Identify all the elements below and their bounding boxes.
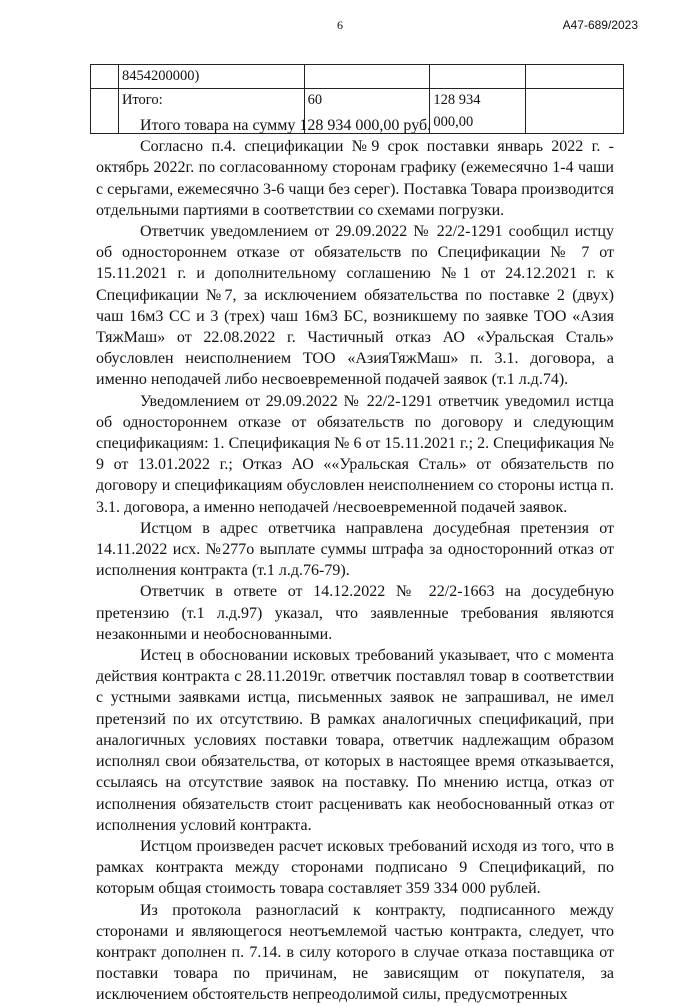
- paragraph: Истцом в адрес ответчика направлена досудебная претензия от 14.11.2022 исх. №277о выплате суммы штрафа за односторонний отказ от исполнения контракта (т.1 л.д.76-79).: [96, 519, 614, 580]
- table-cell: Итого:: [118, 89, 304, 134]
- paragraph: Из протокола разногласий к контракту, подписанного между сторонами и являющегося неотъемлемой частью контракта, следует, что контракт дополнен п. 7.14. в силу которого в случае отказа поставщика от поставки товара по причинам, не зависящим от покупателя, за исключением обстоятельств непреодолимой силы, предусмотренных: [96, 901, 614, 1004]
- table-cell: 128 934 000,00: [430, 89, 526, 134]
- table-cell: [430, 65, 526, 89]
- paragraph: Согласно п.4. спецификации №9 срок поставки январь 2022 г. - октябрь 2022г. по согласованному сторонам графику (ежемесячно 1-4 чаши с серьгами, ежемесячно 3-6 чащи без серег). Поставка Товара производится отдельными партиями в соответствии со схемами погрузки.: [96, 138, 614, 219]
- table-row: [91, 65, 624, 89]
- table-cell: 8454200000): [118, 65, 304, 89]
- paragraph: Уведомлением от 29.09.2022 № 22/2-1291 ответчик уведомил истца об одностороннем отказе от обязательств по договору и следующим спецификациям: 1. Спецификация № 6 от 15.11.2021 г.; 2. Спецификация № 9 от 13.01.2022 г.; Отказ АО ««Уральская Сталь» от обязательств по договору и спецификациям обусловлен неисполнением со стороны истца п. 3.1. договора, а именно неподачей /несвоевременной подачей заявок.: [96, 392, 614, 516]
- table-cell: [304, 65, 430, 89]
- paragraph: Истец в обосновании исковых требований указывает, что с момента действия контракта с 28.11.2019г. ответчик поставлял товар в соответствии с устными заявками истца, письменных заявок не запрашивал, не имел претензий по их отсутствию. В рамках аналогичных спецификаций, при аналогичных условиях поставки товара, ответчик надлежащим образом исполнял свои обязательства, от которых в настоящее время отказывается, ссылаясь на отсутствие заявок на поставку. По мнению истца, отказ от исполнения обязательств стоит расценивать как необоснованный отказ от исполнения условий контракта.: [96, 647, 614, 834]
- paragraph: Ответчик в ответе от 14.12.2022 № 22/2-1663 на досудебную претензию (т.1 л.д.97) указал, что заявленные требования являются незаконными и необоснованными.: [96, 583, 614, 643]
- table-cell: 60: [304, 89, 430, 134]
- document-body: [96, 115, 614, 1006]
- paragraph: Итого товара на сумму 128 934 000,00 руб.: [140, 117, 432, 134]
- paragraph: Истцом произведен расчет исковых требований исходя из того, что в рамках контракта между сторонами подписано 9 Спецификаций, по которым общая стоимость товара составляет 359 334 000 рублей.: [96, 837, 614, 898]
- page-number: 6: [337, 18, 343, 32]
- case-number: А47-689/2023: [562, 18, 638, 32]
- table-cell: [526, 65, 624, 89]
- table-cell: [91, 65, 119, 89]
- paragraph: Ответчик уведомлением от 29.09.2022 № 22/2-1291 сообщил истцу об одностороннем отказе от обязательств по Спецификации № 7 от 15.11.2021 г. и дополнительному соглашению №1 от 24.12.2021 г. к Спецификации №7, за исключением обязательства по поставке 2 (двух) чаш 16м3 СС и 3 (трех) чаш 16м3 БС, возникшему по заявке ТОО «Азия ТяжМаш» от 22.08.2022 г. Частичный отказ АО «Уральская Сталь» обусловлен неисполнением ТОО «АзияТяжМаш» п. 3.1. договора, а именно неподачей либо несвоевременной подачей заявок (т.1 л.д.74).: [96, 223, 614, 389]
